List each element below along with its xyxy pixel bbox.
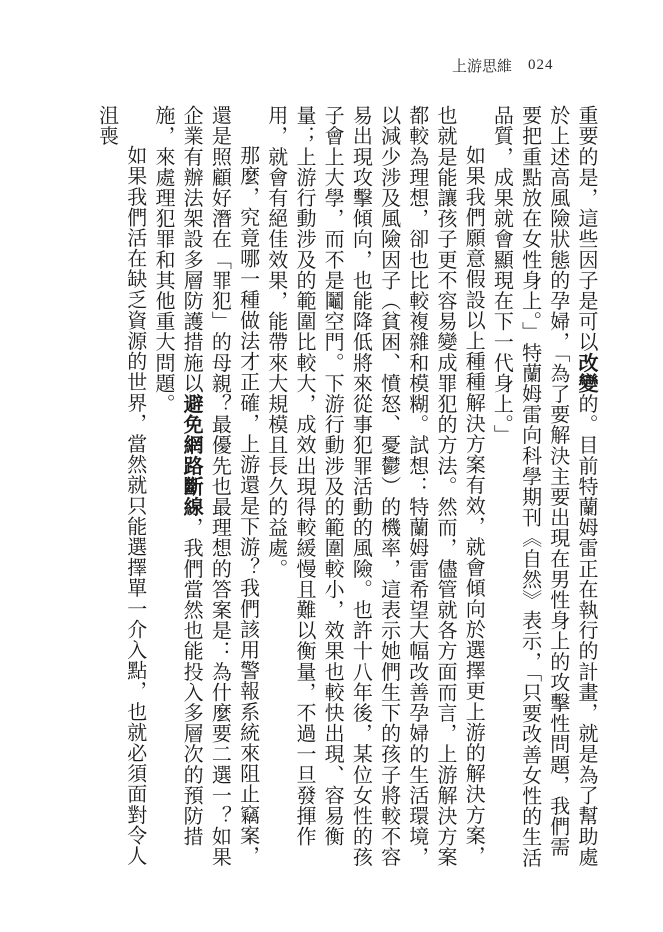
running-header [452,50,612,80]
emphasis-change: 改變 [575,352,599,394]
paragraph-4: 如果我們活在缺乏資源的世界，當然就只能選擇單一介入點，也就必須面對令人沮喪 [95,105,148,866]
paragraph-1: 重要的是，這些因子是可以改變的。目前特蘭姆雷正在執行的計畫，就是為了幫助處於上述高風險狀態的孕婦，「為了要解決主要出現在男性身上的攻擊性問題，我們需要把重點放在女性身上。」特蘭姆雷向科學期刊《自然》表示，「只要改善女性的生活品質，成果就會顯現在下一代身上。」 [490,105,599,868]
book-title: 上游思維 [452,58,513,75]
page-number: 024 [528,56,554,73]
emphasis-avoid-outage: 避免網路斷線 [180,393,205,518]
paragraph-2: 如果我們願意假設以上種種解決方案有效，就會傾向於選擇更上游的解決方案，也就是能讓孩子更不容易變成罪犯的方法。然而，儘管就各方面而言，上游解決方案都較為理想，卻也比較複雜和模糊。試想：特蘭姆雷希望大幅改善孕婦的生活環境，以減少涉及風險因子（貧困、憤怒、憂鬱）的機率，這表示她們生下的孩子將較不容易出現攻擊傾向，也能降低將來從事犯罪活動的風險。也許十八年後，某位女性的孩子會上大學，而不是鬮空門。下游行動涉及的範圍較小，效果也較快出現、容易衡量；上游行動涉及的範圍比較大，成效出現得較緩慢且難以衡量，不過一旦發揮作用，就會有絕佳效果，能帶來大規模且長久的益處。 [264,105,487,868]
paragraph-3: 那麼，究竟哪一種做法才正確，上游還是下游？我們該用警報系統來阻止竊案，還是照顧好潛在「罪犯」的母親？最優先也最理想的答案是：為什麼要二選一？如果企業有辦法架設多層防護措施以避免網路斷線，我們當然也能投入多層次的預防措施，來處理犯罪和其他重大問題。 [151,105,261,868]
body-text [61,105,601,875]
